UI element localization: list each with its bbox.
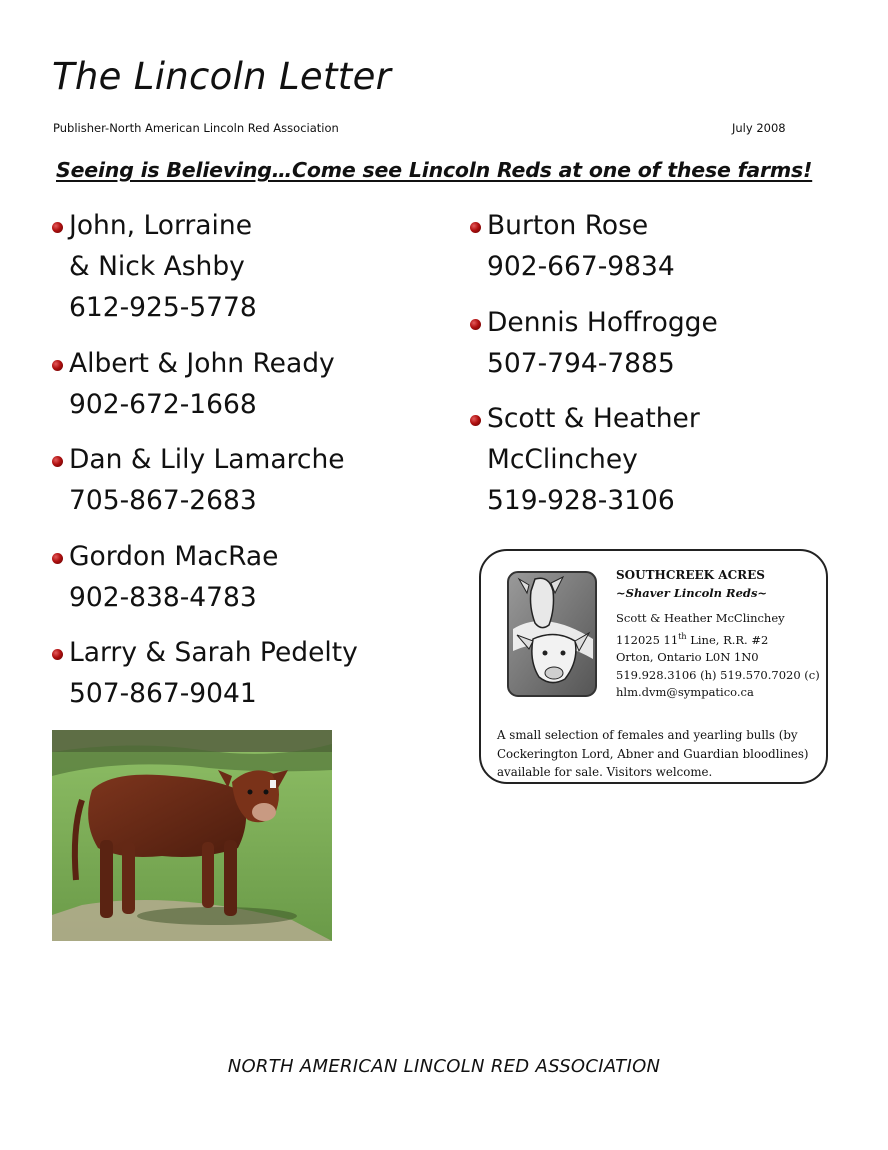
bullet-icon bbox=[470, 319, 481, 330]
farm-line: Larry & Sarah Pedelty bbox=[69, 637, 358, 668]
farm-entry-rose bbox=[470, 205, 675, 287]
farm-entry-mcclinchey bbox=[470, 398, 700, 521]
farm-line: John, Lorraine bbox=[69, 210, 253, 241]
farm-line: & Nick Ashby bbox=[69, 251, 245, 282]
farm-line: Gordon MacRae bbox=[69, 541, 279, 572]
ad-address-suffix: th bbox=[678, 631, 687, 641]
bullet-icon bbox=[470, 222, 481, 233]
farm-entry-lamarche bbox=[52, 439, 345, 521]
farm-phone: 902-667-9834 bbox=[487, 251, 675, 282]
newsletter-title: The Lincoln Letter bbox=[52, 55, 392, 98]
farm-line: Burton Rose bbox=[487, 210, 649, 241]
farm-phone: 902-838-4783 bbox=[69, 582, 257, 613]
cattle-logo-icon bbox=[505, 569, 599, 699]
farm-phone: 902-672-1668 bbox=[69, 389, 257, 420]
ad-email[interactable]: hlm.dvm@sympatico.ca bbox=[616, 685, 754, 700]
farm-line: Albert & John Ready bbox=[69, 348, 335, 379]
ad-address-line: Line, R.R. #2 bbox=[686, 632, 769, 647]
farm-line: Scott & Heather bbox=[487, 403, 700, 434]
farm-phone: 507-794-7885 bbox=[487, 348, 675, 379]
calf-photo bbox=[52, 730, 332, 941]
ad-note: A small selection of females and yearling bulls (by Cockerington Lord, Abner and Guardian bloodlines) available for sale. Visitors welcome. bbox=[497, 728, 809, 780]
farm-entry-ashby bbox=[52, 205, 257, 328]
publisher-line: Publisher-North American Lincoln Red Association bbox=[53, 121, 339, 135]
ad-farm-name: SOUTHCREEK ACRES bbox=[616, 568, 765, 582]
ad-city: Orton, Ontario L0N 1N0 bbox=[616, 650, 759, 665]
headline: Seeing is Believing…Come see Lincoln Reds at one of these farms! bbox=[56, 158, 813, 182]
ad-address bbox=[616, 628, 820, 649]
farm-phone: 612-925-5778 bbox=[69, 292, 257, 323]
farm-line: McClinchey bbox=[487, 444, 638, 475]
ad-phones: 519.928.3106 (h) 519.570.7020 (c) bbox=[616, 667, 820, 682]
southcreek-ad bbox=[479, 549, 828, 784]
farm-entry-hoffrogge bbox=[470, 302, 718, 384]
bullet-icon bbox=[52, 553, 63, 564]
ad-contact-block bbox=[616, 567, 820, 702]
farm-phone: 507-867-9041 bbox=[69, 678, 257, 709]
bullet-icon bbox=[470, 415, 481, 426]
bullet-icon bbox=[52, 360, 63, 371]
footer-association: NORTH AMERICAN LINCOLN RED ASSOCIATION bbox=[227, 1056, 661, 1077]
farm-entry-ready bbox=[52, 343, 335, 425]
bullet-icon bbox=[52, 456, 63, 467]
bullet-icon bbox=[52, 222, 63, 233]
farm-line: Dan & Lily Lamarche bbox=[69, 444, 345, 475]
farm-entry-pedelty bbox=[52, 632, 358, 714]
farm-entry-macrae bbox=[52, 536, 278, 618]
farm-phone: 519-928-3106 bbox=[487, 485, 675, 516]
ad-address-number: 112025 11 bbox=[616, 632, 679, 647]
ad-contact-name: Scott & Heather McClinchey bbox=[616, 611, 785, 626]
farm-line: Dennis Hoffrogge bbox=[487, 307, 718, 338]
farm-phone: 705-867-2683 bbox=[69, 485, 257, 516]
ad-tagline: ~Shaver Lincoln Reds~ bbox=[616, 585, 768, 600]
issue-date: July 2008 bbox=[732, 121, 786, 135]
bullet-icon bbox=[52, 649, 63, 660]
